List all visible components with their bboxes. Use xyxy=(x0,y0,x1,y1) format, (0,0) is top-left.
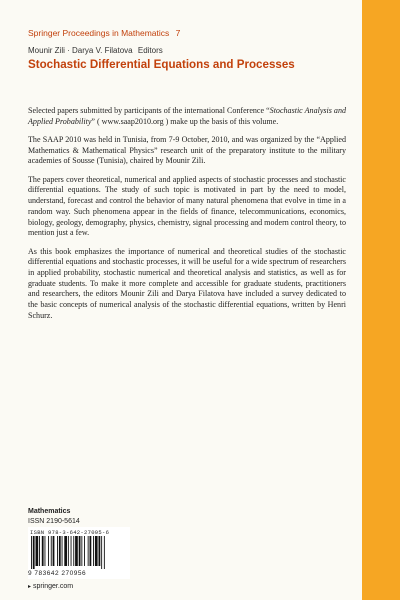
publisher-website[interactable] xyxy=(28,583,73,590)
isbn-top-text: ISBN 978-3-642-27095-6 xyxy=(30,529,110,536)
editors-line xyxy=(28,46,163,55)
blurb-paragraph-3: The papers cover theoretical, numerical and applied aspects of stochastic processes and stochastic differential equations. The study of such topic is motivated in part by the need to model, understand, forecast and control the behavior of many natural phenomena that evolve in time in a random way. Such phenomena appear in the fields of finance, telecommunications, economics, biology, geology, demography, physics, chemistry, signal processing and modern control theory, to mention just a few. xyxy=(28,174,346,238)
blurb-paragraph-2: The SAAP 2010 was held in Tunisia, from 7-9 October, 2010, and was organized by the “Applied Mathematics & Mathematical Physics” research unit of the preparatory institute to the military academies of Sousse (Tunisia), chaired by Mounir Zili. xyxy=(28,135,346,166)
conference-name: Stochastic Analysis and Applied Probability xyxy=(28,106,346,126)
barcode-bars xyxy=(31,536,127,569)
blurb-p1-start: Selected papers submitted by participants of the international Conference “ xyxy=(28,106,270,115)
spine-color-bar xyxy=(362,0,400,600)
isbn-bottom-digits: 9 783642 270956 xyxy=(28,570,87,577)
footer-meta xyxy=(28,507,80,526)
blurb-paragraph-1 xyxy=(28,106,346,127)
subject-label: Mathematics xyxy=(28,508,71,515)
back-cover-blurb xyxy=(28,106,346,329)
editor-names: Mounir Zili · Darya V. Filatova xyxy=(28,46,133,55)
arrow-icon: ▸ xyxy=(28,584,32,590)
blurb-p1-end: ” ( www.saap2010.org ) make up the basis of this volume. xyxy=(91,116,279,126)
book-title: Stochastic Differential Equations and Processes xyxy=(28,58,295,71)
issn-label: ISSN 2190-5614 xyxy=(28,517,80,525)
series-name: Springer Proceedings in Mathematics xyxy=(28,28,170,38)
series-volume: 7 xyxy=(175,28,181,38)
isbn-barcode xyxy=(28,527,130,579)
blurb-paragraph-4: As this book emphasizes the importance of numerical and theoretical studies of the stochastic differential equations and stochastic processes, it will be useful for a wide spectrum of researchers in applied probability, stochastic numerical and theoretical analysis and statistics, as well as for graduate students. To make it more complete and accessible for graduate students, practitioners and researchers, the editors Mounir Zili and Darya Filatova have included a survey dedicated to the basic concepts of numerical analysis of the stochastic differential equations, written by Henri Schurz. xyxy=(28,246,346,320)
editors-role: Editors xyxy=(137,46,163,55)
website-label: springer.com xyxy=(32,583,74,590)
series-line xyxy=(28,28,180,38)
